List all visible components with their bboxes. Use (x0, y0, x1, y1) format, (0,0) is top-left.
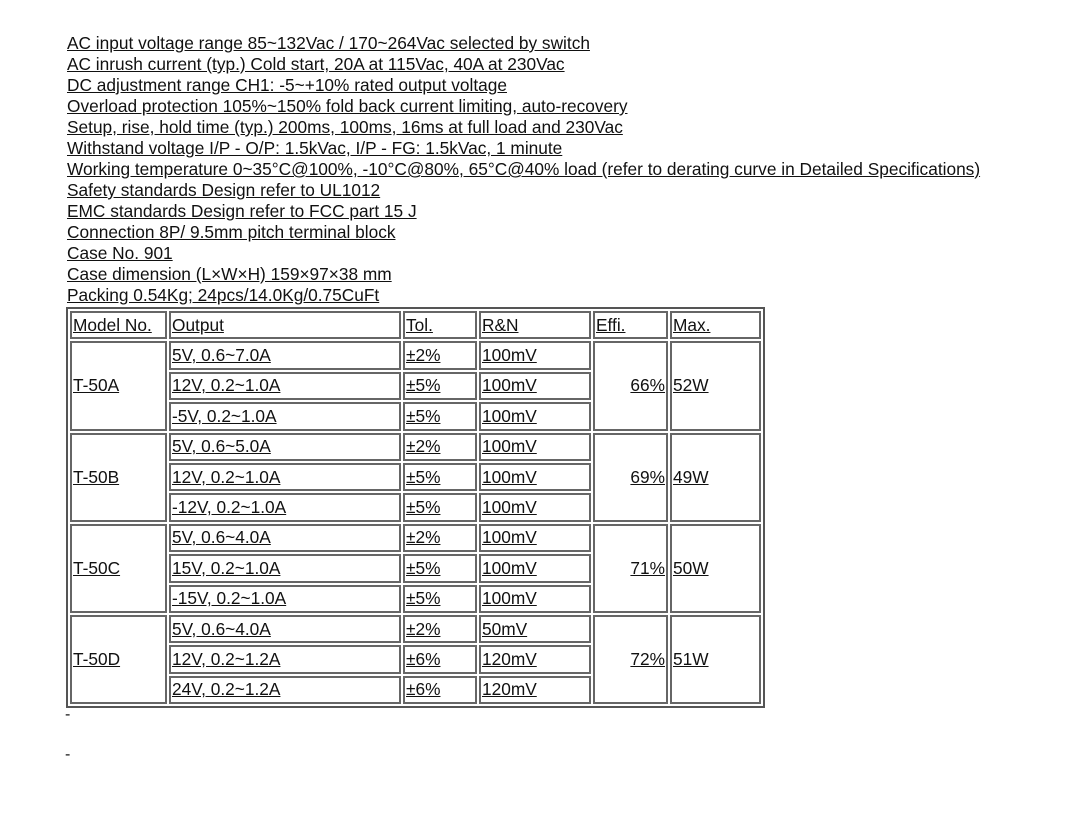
rn-cell[interactable]: 100mV (479, 372, 591, 400)
spec-connection[interactable]: Connection 8P/ 9.5mm pitch terminal block (67, 222, 396, 242)
rn-cell[interactable]: 100mV (479, 493, 591, 521)
rn-cell[interactable]: 120mV (479, 676, 591, 704)
footer-dash-2: - (65, 746, 71, 763)
rn-cell[interactable]: 100mV (479, 554, 591, 582)
rn-cell[interactable]: 100mV (479, 463, 591, 491)
model-cell[interactable]: T-50D (70, 615, 167, 704)
spec-working-temperature[interactable]: Working temperature 0~35°C@100%, -10°C@80%, 65°C@40% load (refer to derating curve in Detailed Specifications) (67, 159, 981, 179)
tol-cell[interactable]: ±5% (403, 372, 477, 400)
header-output[interactable]: Output (169, 311, 401, 339)
output-cell[interactable]: 5V, 0.6~4.0A (169, 524, 401, 552)
tol-cell[interactable]: ±5% (403, 463, 477, 491)
tol-cell[interactable]: ±2% (403, 615, 477, 643)
model-cell[interactable]: T-50C (70, 524, 167, 613)
model-table (66, 307, 765, 708)
table-row (70, 433, 761, 461)
tol-cell[interactable]: ±2% (403, 341, 477, 369)
tol-cell[interactable]: ±5% (403, 554, 477, 582)
spec-packing[interactable]: Packing 0.54Kg; 24pcs/14.0Kg/0.75CuFt (67, 285, 380, 305)
tol-cell[interactable]: ±2% (403, 433, 477, 461)
header-tol[interactable]: Tol. (403, 311, 477, 339)
output-cell[interactable]: 15V, 0.2~1.0A (169, 554, 401, 582)
output-cell[interactable]: 24V, 0.2~1.2A (169, 676, 401, 704)
spec-safety-standards[interactable]: Safety standards Design refer to UL1012 (67, 180, 381, 200)
spec-withstand-voltage[interactable]: Withstand voltage I/P - O/P: 1.5kVac, I/P - FG: 1.5kVac, 1 minute (67, 138, 563, 158)
table-row (70, 341, 761, 369)
rn-cell[interactable]: 100mV (479, 341, 591, 369)
max-cell[interactable]: 49W (670, 433, 761, 522)
rn-cell[interactable]: 120mV (479, 645, 591, 673)
tol-cell[interactable]: ±5% (403, 493, 477, 521)
rn-cell[interactable]: 100mV (479, 524, 591, 552)
max-cell[interactable]: 51W (670, 615, 761, 704)
header-rn[interactable]: R&N (479, 311, 591, 339)
table-row (70, 615, 761, 643)
max-cell[interactable]: 52W (670, 341, 761, 430)
rn-cell[interactable]: 50mV (479, 615, 591, 643)
rn-cell[interactable]: 100mV (479, 402, 591, 430)
spec-setup-rise-hold[interactable]: Setup, rise, hold time (typ.) 200ms, 100ms, 16ms at full load and 230Vac (67, 117, 623, 137)
spec-ac-inrush-current[interactable]: AC inrush current (typ.) Cold start, 20A at 115Vac, 40A at 230Vac (67, 54, 565, 74)
model-cell[interactable]: T-50A (70, 341, 167, 430)
output-cell[interactable]: -5V, 0.2~1.0A (169, 402, 401, 430)
header-max[interactable]: Max. (670, 311, 761, 339)
table-row (70, 524, 761, 552)
effi-cell[interactable]: 69% (593, 433, 668, 522)
output-cell[interactable]: -15V, 0.2~1.0A (169, 585, 401, 613)
footer-dash-1: - (65, 706, 71, 723)
spec-case-no[interactable]: Case No. 901 (67, 243, 173, 263)
tol-cell[interactable]: ±5% (403, 402, 477, 430)
effi-cell[interactable]: 71% (593, 524, 668, 613)
model-cell[interactable]: T-50B (70, 433, 167, 522)
output-cell[interactable]: 5V, 0.6~7.0A (169, 341, 401, 369)
tol-cell[interactable]: ±2% (403, 524, 477, 552)
output-cell[interactable]: 5V, 0.6~4.0A (169, 615, 401, 643)
tol-cell[interactable]: ±6% (403, 676, 477, 704)
rn-cell[interactable]: 100mV (479, 433, 591, 461)
max-cell[interactable]: 50W (670, 524, 761, 613)
output-cell[interactable]: 12V, 0.2~1.2A (169, 645, 401, 673)
output-cell[interactable]: 12V, 0.2~1.0A (169, 372, 401, 400)
spec-case-dimension[interactable]: Case dimension (L×W×H) 159×97×38 mm (67, 264, 392, 284)
tol-cell[interactable]: ±5% (403, 585, 477, 613)
effi-cell[interactable]: 72% (593, 615, 668, 704)
spec-emc-standards[interactable]: EMC standards Design refer to FCC part 15 J (67, 201, 417, 221)
spec-ac-input-voltage[interactable]: AC input voltage range 85~132Vac / 170~264Vac selected by switch (67, 33, 590, 53)
spec-overload-protection[interactable]: Overload protection 105%~150% fold back current limiting, auto-recovery (67, 96, 628, 116)
output-cell[interactable]: 5V, 0.6~5.0A (169, 433, 401, 461)
rn-cell[interactable]: 100mV (479, 585, 591, 613)
output-cell[interactable]: 12V, 0.2~1.0A (169, 463, 401, 491)
spec-list (67, 33, 980, 306)
tol-cell[interactable]: ±6% (403, 645, 477, 673)
effi-cell[interactable]: 66% (593, 341, 668, 430)
table-header-row (70, 311, 761, 339)
spec-dc-adjustment[interactable]: DC adjustment range CH1: -5~+10% rated output voltage (67, 75, 507, 95)
output-cell[interactable]: -12V, 0.2~1.0A (169, 493, 401, 521)
header-model[interactable]: Model No. (70, 311, 167, 339)
header-effi[interactable]: Effi. (593, 311, 668, 339)
